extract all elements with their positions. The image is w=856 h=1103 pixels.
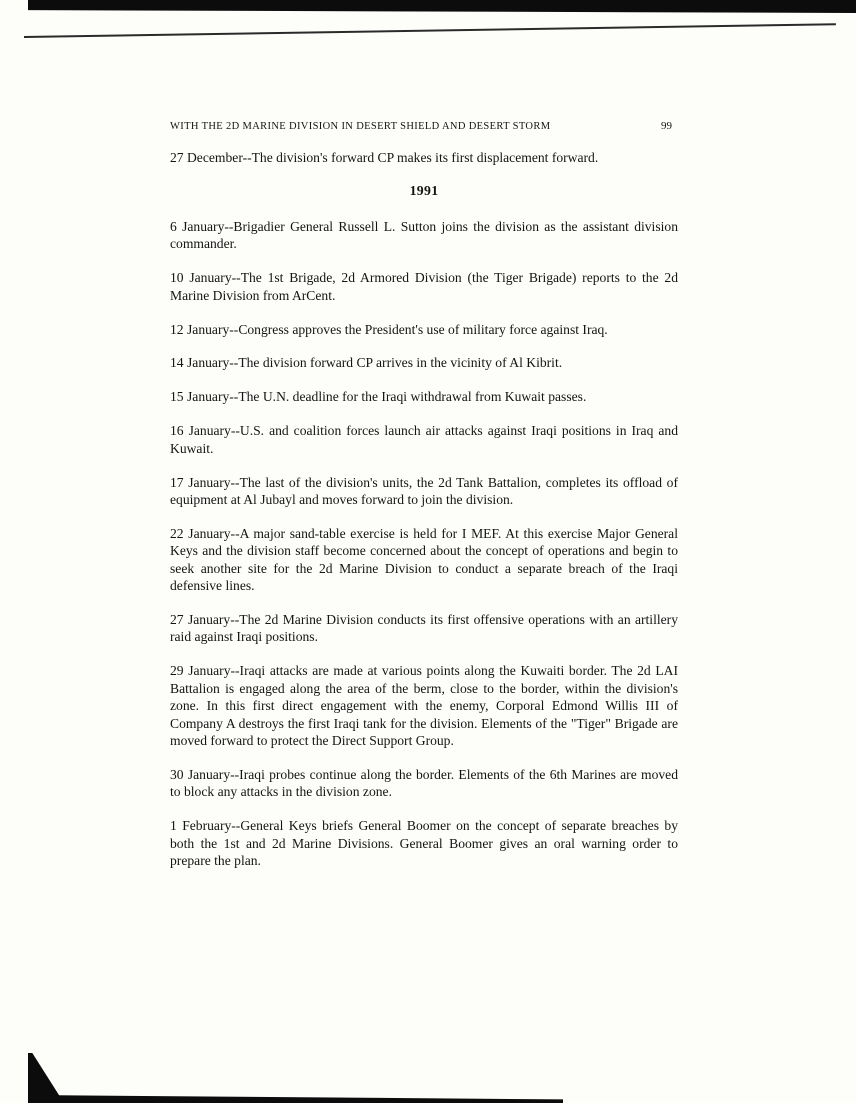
entry-29-january: 29 January--Iraqi attacks are made at various points along the Kuwaiti border. The 2d LAI Battalion is engaged along the area of the berm, close to the border, within the division's zone. In this first direct engagement with the enemy, Corporal Edmond Willis III of Company A destroys the first Iraqi tank for the division. Elements of the "Tiger" Brigade are moved forward to protect the Direct Support Group. — [170, 663, 678, 748]
entry-14-january: 14 January--The division forward CP arrives in the vicinity of Al Kibrit. — [170, 355, 563, 371]
entry-15-january: 15 January--The U.N. deadline for the Iraqi withdrawal from Kuwait passes. — [170, 389, 587, 405]
entry-10-january: 10 January--The 1st Brigade, 2d Armored Division (the Tiger Brigade) reports to the 2d Marine Division from ArCent. — [170, 270, 678, 303]
page-number: 99 — [661, 120, 672, 132]
entry-30-january: 30 January--Iraqi probes continue along the border. Elements of the 6th Marines are moved to block any attacks in the division zone. — [170, 766, 678, 800]
entry-27-december: 27 December--The division's forward CP makes its first displacement forward. — [170, 150, 599, 165]
entry-16-january: 16 January--U.S. and coalition forces launch air attacks against Iraqi positions in Iraq and Kuwait. — [170, 423, 678, 456]
section-heading-1991: 1991 — [409, 182, 439, 198]
entry-12-january: 12 January--Congress approves the President's use of military force against Iraq. — [170, 321, 608, 337]
page-content — [170, 120, 678, 886]
entry-6-january: 6 January--Brigadier General Russell L. Sutton joins the division as the assistant division commander. — [170, 218, 678, 252]
entry-27-january: 27 January--The 2d Marine Division conducts its first offensive operations with an artillery raid against Iraqi positions. — [170, 612, 678, 645]
entry-22-january: 22 January--A major sand-table exercise is held for I MEF. At this exercise Major General Keys and the division staff become concerned about the concept of operations and begin to seek another site for the 2d Marine Division to conduct a separate breach of the Iraqi defensive lines. — [170, 525, 678, 594]
entry-1-february: 1 February--General Keys briefs General Boomer on the concept of separate breaches by both the 1st and 2d Marine Divisions. General Boomer gives an oral warning order to prepare the plan. — [170, 818, 678, 868]
scan-artifact-bottom-bar — [28, 1095, 563, 1103]
running-title: WITH THE 2D MARINE DIVISION IN DESERT SHIELD AND DESERT STORM — [170, 121, 551, 132]
scan-artifact-top-bar — [28, 0, 856, 13]
scan-artifact-diagonal-line — [24, 23, 836, 38]
entry-17-january: 17 January--The last of the division's units, the 2d Tank Battalion, completes its offload of equipment at Al Jubayl and moves forward to join the division. — [170, 474, 678, 507]
running-header — [170, 120, 678, 132]
